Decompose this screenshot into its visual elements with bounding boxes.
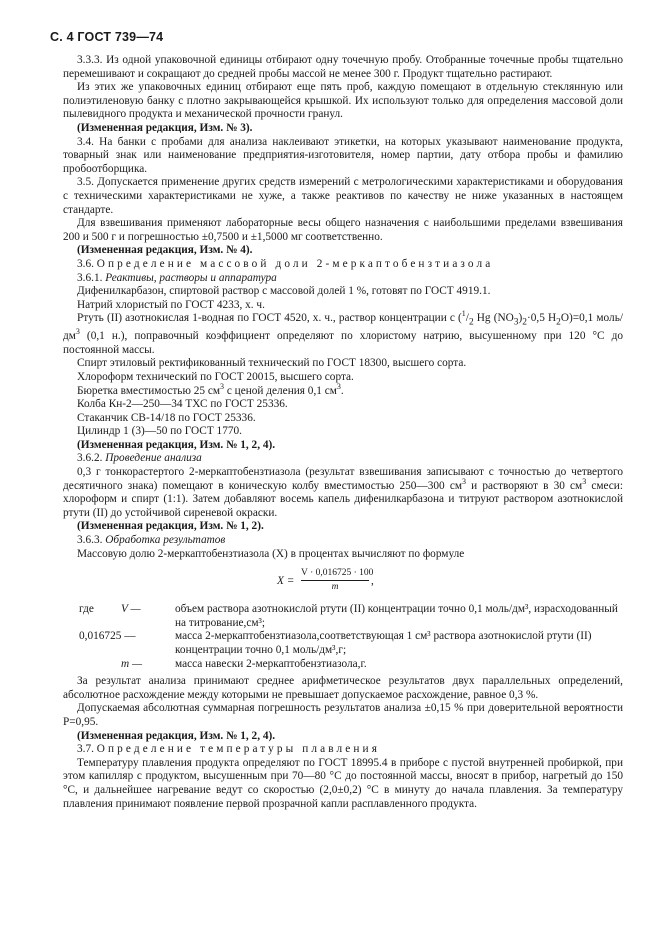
reagent-item: Натрий хлористый по ГОСТ 4233, х. ч.	[77, 298, 265, 311]
apparatus-item: Стаканчик СВ-14/18 по ГОСТ 25336.	[77, 411, 256, 424]
legend-symbol: V —	[121, 603, 141, 616]
legend-symbol: 0,016725 —	[79, 630, 136, 643]
subsection-heading-3-6-3	[63, 534, 623, 548]
section-title: Проведение анализа	[105, 452, 202, 465]
paragraph-3-5: 3.5. Допускается применение других средств измерений с метрологическими характеристиками и оборудования с техническими характеристиками не хуже, а также реактивов по качеству не ниже указанных в настоящем стандарте.	[63, 176, 623, 216]
formula-comma: ,	[371, 575, 374, 588]
section-title: Обработка результатов	[105, 534, 226, 547]
section-number: 3.6.3.	[77, 534, 103, 547]
subsection-heading-3-6-2	[63, 452, 623, 466]
paragraph-error: Допускаемая абсолютная суммарная погрешность результатов анализа ±0,15 % при доверительной вероятности P=0,95.	[63, 702, 623, 728]
document-body	[63, 54, 623, 811]
section-number: 3.6.	[77, 257, 94, 270]
revision-note: (Измененная редакция, Изм. № 1, 2, 4).	[77, 438, 276, 451]
reagent-item: Спирт этиловый ректификованный технический по ГОСТ 18300, высшего сорта.	[77, 357, 467, 370]
variable-legend	[79, 603, 623, 671]
legend-row	[79, 658, 623, 672]
section-number: 3.6.1.	[77, 271, 103, 284]
formula	[63, 567, 623, 595]
legend-row	[79, 630, 623, 657]
legend-text: масса навески 2-меркаптобензтиазола,г.	[175, 657, 367, 670]
formula-fraction	[301, 567, 374, 593]
section-number: 3.6.2.	[77, 452, 103, 465]
section-heading-3-6	[63, 258, 623, 272]
revision-note: (Измененная редакция, Изм. № 3).	[77, 121, 253, 134]
paragraph-3-4: 3.4. На банки с пробами для анализа наклеивают этикетки, на которых указывают наименование продукта, товарный знак или наименование предприятия-изготовителя, номер партии, дату отбора пробы и фамилию пробоотборщика.	[63, 135, 623, 175]
apparatus-item: Бюретка вместимостью 25 $см^3$ с ценой деления 0,1 $см^3$.	[77, 381, 344, 397]
paragraph-3-3-3: 3.3.3. Из одной упаковочной единицы отбирают одну точечную пробу. Отобранные точечные пробы тщательно перемешивают и сокращают до средней пробы массой не менее 300 г. Продукт тщательно растирают.	[63, 54, 623, 80]
revision-note: (Измененная редакция, Изм. № 4).	[77, 244, 253, 257]
apparatus-item: Цилиндр 1 (3)—50 по ГОСТ 1770.	[77, 425, 242, 438]
section-title: Определение массовой доли 2-меркаптобензтиазола	[96, 257, 494, 270]
paragraph-analysis: 0,3 г тонкорастертого 2-меркаптобензтиазола (результат взвешивания записывают с точностью до четвертого десятичного знака) помещают в коническую колбу вместимостью 250—300 $см^3$ и растворяют в 30 $см^3$ смеси: хлороформ и спирт (1:1). Затем добавляют восемь капель дифенилкарбазона и титруют раствором азотнокислой ртути (II) до устойчивой сиреневой окраски.	[63, 466, 623, 519]
section-title: Реактивы, растворы и аппаратура	[105, 271, 277, 284]
paragraph-weighing: Для взвешивания применяют лабораторные весы общего назначения с наибольшими пределами взвешивания 200 и 500 г и погрешностью ±0,7500 и ±1,5000 мг соответственно.	[63, 217, 623, 243]
section-title: Определение температуры плавления	[96, 743, 380, 756]
legend-row	[79, 603, 623, 630]
paragraph-samples: Из этих же упаковочных единиц отбирают еще пять проб, каждую помещают в отдельную стеклянную или полиэтиленовую банку с плотно закрывающейся крышкой. Их используют только для определения массовой доли пылевидного продукта и механической прочности гранул.	[63, 81, 623, 121]
legend-label: где	[79, 603, 94, 616]
paragraph-result: За результат анализа принимают среднее арифметическое результатов двух параллельных определений, абсолютное расхождение между которыми не превышает допускаемое расхождение, равное 0,3 %.	[63, 675, 623, 701]
section-number: 3.7.	[77, 743, 94, 756]
formula-denominator: m	[331, 582, 339, 593]
section-heading-3-7	[63, 743, 623, 757]
paragraph-melting-point: Температуру плавления продукта определяют по ГОСТ 18995.4 в приборе с пустой внутренней пробиркой, при этом капилляр с продуктом, высушенным при 70—80 °С до постоянной массы, вносят в прибор, нагретый до 150 °С, и дальнейшее нагревание ведут со скоростью (2,0±0,2) °С в минуту до начала плавления. За температуру плавления принимают появление первой прозрачной капли расплавленного продукта.	[63, 756, 623, 810]
page-header: С. 4 ГОСТ 739—74	[50, 30, 164, 44]
apparatus-item: Колба Кн-2—250—34 ТХС по ГОСТ 25336.	[77, 398, 288, 411]
reagent-item: Дифенилкарбазон, спиртовой раствор с массовой долей 1 %, готовят по ГОСТ 4919.1.	[77, 285, 491, 298]
subsection-heading-3-6-1	[63, 272, 623, 286]
formula-lhs: X =	[277, 575, 295, 588]
legend-text: объем раствора азотнокислой ртути (II) концентрации точно 0,1 моль/дм³, израсходованный на титрование,см³;	[175, 603, 618, 629]
reagent-item: Хлороформ технический по ГОСТ 20015, высшего сорта.	[77, 370, 354, 383]
formula-numerator: V · 0,016725 · 100	[301, 567, 369, 581]
revision-note: (Измененная редакция, Изм. № 1, 2).	[77, 520, 264, 533]
revision-note: (Измененная редакция, Изм. № 1, 2, 4).	[77, 729, 276, 742]
legend-symbol: m —	[121, 657, 143, 670]
reagent-item-mercury: Ртуть (II) азотнокислая 1-водная по ГОСТ 4520, х. ч., раствор концентрации c ($^1/_2$ Hg $(NO_3)_2\cdot 0,5$ $H_2O)=0,1$ моль/$дм^3$ (0,1 н.), поправочный коэффициент определяют по хлористому натрию, высушенному при 120 °С до постоянной массы.	[63, 309, 623, 356]
legend-text: масса 2-меркаптобензтиазола,соответствующая 1 см³ раствора азотнокислой ртути (II) концентрации точно 0,1 моль/дм³,г;	[175, 630, 592, 656]
paragraph-formula-intro: Массовую долю 2-меркаптобензтиазола (X) в процентах вычисляют по формуле	[77, 547, 465, 560]
